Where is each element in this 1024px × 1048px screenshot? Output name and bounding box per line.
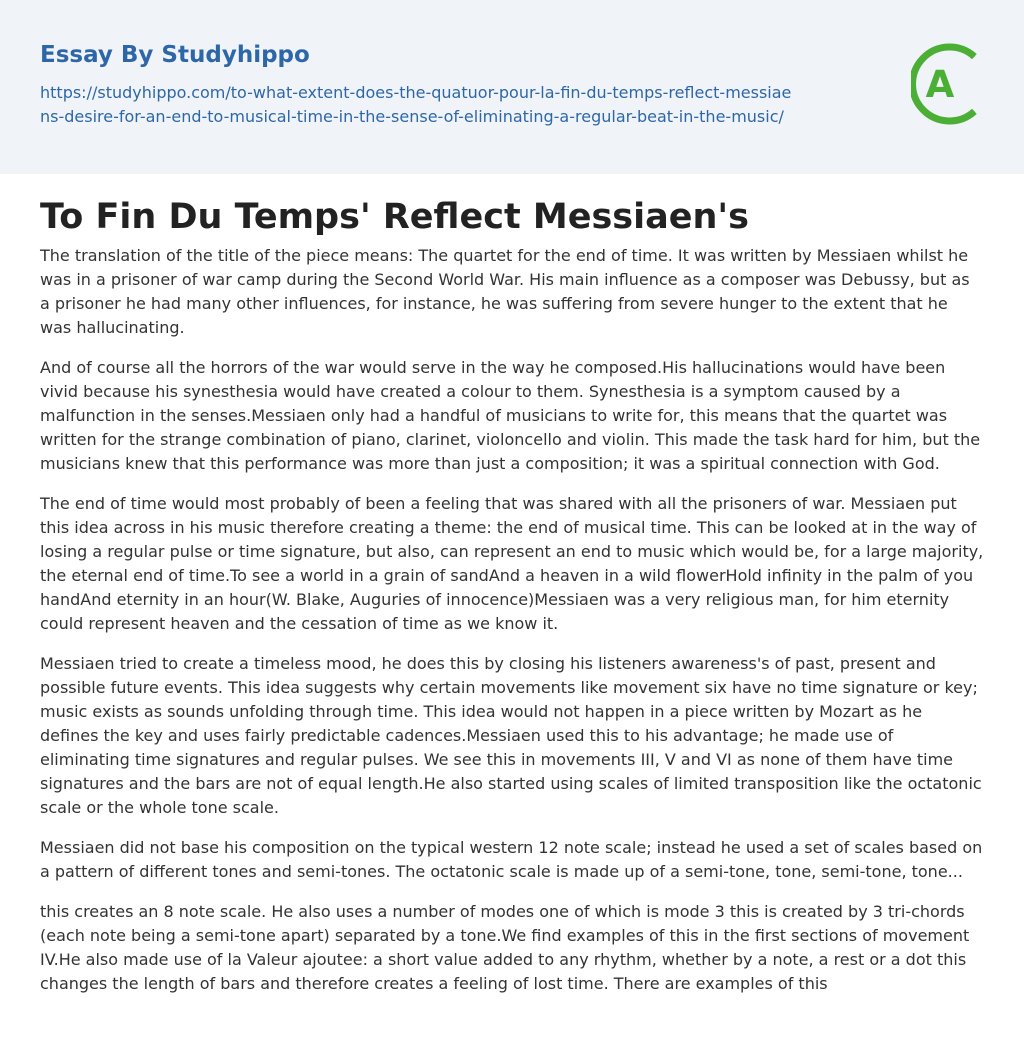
essay-content <box>0 196 1024 996</box>
essay-paragraph: this creates an 8 note scale. He also uses a number of modes one of which is mode 3 this is created by 3 tri-chords (each note being a semi-tone apart) separated by a tone.We find examples of this in the first sections of movement IV.He also made use of la Valeur ajoutee: a short value added to any rhythm, whether by a note, a rest or a dot this changes the length of bars and therefore creates a feeling of lost time. There are examples of this <box>40 902 970 993</box>
essay-paragraph: Messiaen tried to create a timeless mood, he does this by closing his listeners awareness's of past, present and possible future events. This idea suggests why certain movements like movement six have no time signature or key; music exists as sounds unfolding through time. This idea would not happen in a piece written by Mozart as he defines the key and uses fairly predictable cadences.Messiaen used this to his advantage; he made use of eliminating time signatures and regular pulses. We see this in movements III, V and VI as none of them have time signatures and the bars are not of equal length.He also started using scales of limited transposition like the octatonic scale or the whole tone scale. <box>40 654 982 817</box>
source-url-link[interactable]: https://studyhippo.com/to-what-extent-does-the-quatuor-pour-la-fin-du-temps-reflect-messiaens-desire-for-an-end-to-musical-time-in-the-sense-of-eliminating-a-regular-beat-in-the-music/ <box>40 83 792 126</box>
essay-paragraph: And of course all the horrors of the war would serve in the way he composed.His hallucinations would have been vivid because his synesthesia would have created a colour to them. Synesthesia is a symptom caused by a malfunction in the senses.Messiaen only had a handful of musicians to write for, this means that the quartet was written for the strange combination of piano, clarinet, violoncello and violin. This made the task hard for him, but the musicians knew that this performance was more than just a composition; it was a spiritual connection with God. <box>40 358 981 473</box>
essay-paragraph: The end of time would most probably of been a feeling that was shared with all the prisoners of war. Messiaen put this idea across in his music therefore creating a theme: the end of musical time. This can be looked at in the way of losing a regular pulse or time signature, but also, can represent an end to music which would be, for a large majority, the eternal end of time.To see a world in a grain of sandAnd a heaven in a wild flowerHold infinity in the palm of you handAnd eternity in an hour(W. Blake, Auguries of innocence)Messiaen was a very religious man, for him eternity could represent heaven and the cessation of time as we know it. <box>40 494 984 633</box>
essay-paragraph: The translation of the title of the piece means: The quartet for the end of time. It was written by Messiaen whilst he was in a prisoner of war camp during the Second World War. His main influence as a composer was Debussy, but as a prisoner he had many other influences, for instance, he was suffering from severe hunger to the extent that he was hallucinating. <box>40 246 970 337</box>
essay-title: To Fin Du Temps' Reflect Messiaen's <box>40 197 749 237</box>
brand-title[interactable]: Essay By Studyhippo <box>40 42 310 68</box>
site-header <box>0 0 1024 174</box>
studyhippo-logo-icon[interactable] <box>911 41 987 127</box>
logo-letter: A <box>925 63 955 106</box>
essay-paragraph: Messiaen did not base his composition on the typical western 12 note scale; instead he used a set of scales based on a pattern of different tones and semi-tones. The octatonic scale is made up of a semi-tone, tone, semi-tone, tone... <box>40 838 983 881</box>
